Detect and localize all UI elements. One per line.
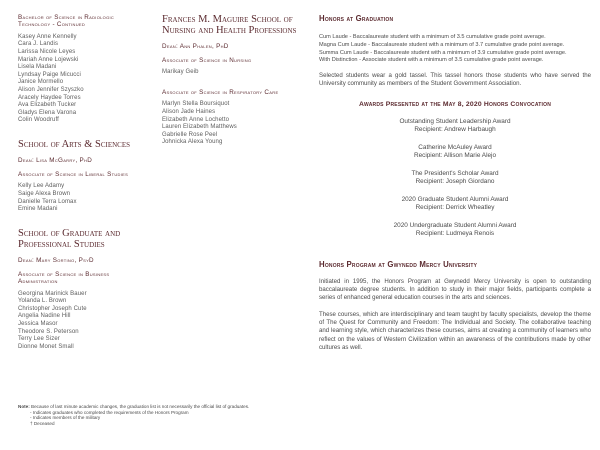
dean-arts-sciences: Dean: Lisa McGarry, PhD xyxy=(18,156,93,164)
laude-line: Cum Laude - Baccalaureate student with a minimum of 3.5 cumulative grade point average. xyxy=(319,34,546,40)
school-title-nursing: Frances M. Maguire School of Nursing and Health Professions xyxy=(162,14,297,36)
graduate-name: Dionne Monet Small xyxy=(18,343,74,350)
footnote-item: † Deceased xyxy=(30,420,55,426)
laude-line: Magna Cum Laude - Baccalaureate student with a minimum of 3.7 cumulative grade point average. xyxy=(319,41,565,48)
award-name: 2020 Undergraduate Student Alumni Award xyxy=(393,221,517,229)
laude-line: Summa Cum Laude - Baccalaureate student with a minimum of 3.9 cumulative grade point average. xyxy=(319,49,567,56)
graduate-name: Johnicka Alexa Young xyxy=(162,139,223,146)
graduate-name: Emine Madani xyxy=(18,206,58,213)
graduate-name: Danielle Terra Lomax xyxy=(18,198,77,205)
award-recipient: Recipient: Derrick Wheatley xyxy=(415,203,495,211)
graduate-name: Christopher Joseph Cute xyxy=(18,305,87,312)
graduate-name: Georgina Marinick Bauer xyxy=(18,290,87,297)
business-admin-name-list xyxy=(18,291,146,352)
graduate-name: Alison Jade Haines xyxy=(162,109,216,115)
graduate-name: Gabrielle Rose Peel xyxy=(162,131,218,138)
degree-heading-nursing: Associate of Science in Nursing xyxy=(162,57,252,64)
graduate-name: Cara J. Landis xyxy=(18,41,59,48)
gold-tassel-text: Selected students wear a gold tassel. This tassel honors those students who have served the University community as members of the Student Government Association. xyxy=(319,72,591,88)
right-column xyxy=(319,14,591,352)
graduate-name: Lyndsay Paige Micucci xyxy=(18,71,81,78)
radiologic-name-list xyxy=(18,34,146,125)
awards-heading: Awards Presented at the May 8, 2020 Honors Convocation xyxy=(358,100,552,108)
degree-heading-liberal-studies: Associate of Science in Liberal Studies xyxy=(18,170,129,178)
graduate-name: Aracely Haydee Torres xyxy=(18,94,81,101)
award-recipient: Recipient: Allison Marie Alejo xyxy=(413,151,497,159)
award-item xyxy=(319,170,591,186)
degree-heading-business-admin: Associate of Science in Business Administration xyxy=(18,270,110,286)
graduate-name: Larissa Nicole Leyes xyxy=(18,49,76,55)
degree-heading-respiratory: Associate of Science in Respiratory Care xyxy=(162,89,279,96)
respiratory-name-list xyxy=(162,101,300,147)
graduate-name: Ava Elizabeth Tucker xyxy=(18,102,77,109)
graduate-name: Lauren Elizabeth Matthews xyxy=(162,124,237,131)
award-name: The President's Scholar Award xyxy=(411,169,499,177)
graduate-name: Marlyn Stella Boursiquot xyxy=(162,101,230,108)
award-name: 2020 Graduate Student Alumni Award xyxy=(401,195,509,203)
school-title-arts-sciences: School of Arts & Sciences xyxy=(18,138,130,150)
nursing-name-list xyxy=(162,69,300,77)
award-item xyxy=(319,196,591,212)
award-item xyxy=(319,144,591,160)
award-name: Catherine McAuley Award xyxy=(418,143,492,151)
dean-nursing: Dean: Ann Phalen, PhD xyxy=(162,43,229,50)
graduate-name: Kelly Lee Adamy xyxy=(18,183,65,190)
graduate-name: Colin Woodruff xyxy=(18,117,59,124)
honors-program-paragraph-2: These courses, which are interdisciplinary and team taught by faculty specialists, develop the theme of The Quest for Community and Freedom: The Individual and Society. The collaborative teaching and learning style, which characterizes these courses, aims at creating a community of learners who reflect on the values of Western Civilization within an awareness of the contributions made by other cultures as well. xyxy=(319,310,591,351)
footnote-item: - Indicates members of the military xyxy=(30,415,101,421)
graduate-name: Saige Alexa Brown xyxy=(18,190,71,197)
graduate-name: Janice Mormello xyxy=(18,79,64,86)
degree-heading-radiologic: Bachelor of Science in Radiologic Technology - Continued xyxy=(18,14,115,29)
award-recipient: Recipient: Andrew Harbaugh xyxy=(414,125,496,133)
footnote-text: Because of last minute academic changes, the graduation list is not necessarily the official list of graduates. xyxy=(31,404,250,409)
middle-column xyxy=(162,14,300,147)
graduate-name: Angelia Nadine Hill xyxy=(18,313,71,320)
footnote xyxy=(18,404,318,426)
award-recipient: Recipient: Ludmeya Renois xyxy=(415,229,495,237)
laude-definitions xyxy=(319,34,591,65)
honors-program-heading: Honors Program at Gwynedd Mercy University xyxy=(319,259,478,269)
awards-list xyxy=(319,118,591,238)
graduate-name: Theodore S. Peterson xyxy=(18,328,79,335)
graduate-name: Lisela Madani xyxy=(18,64,57,71)
left-column xyxy=(18,14,146,351)
school-title-graduate-professional: School of Graduate and Professional Studies xyxy=(18,227,121,250)
graduate-name: Kasey Anne Kennelly xyxy=(18,33,77,40)
honors-at-graduation-heading: Honors at Graduation xyxy=(319,14,394,23)
graduate-name: Mariah Anne Lojewski xyxy=(18,56,79,63)
graduate-name: Elizabeth Anne Lochetto xyxy=(162,116,230,123)
award-name: Outstanding Student Leadership Award xyxy=(399,117,511,125)
graduate-name: Terry Lee Sizer xyxy=(18,336,60,343)
dean-graduate-professional: Dean: Mary Sortino, PsyD xyxy=(18,256,94,264)
graduate-name: Gladys Elena Varona xyxy=(18,109,77,116)
award-item xyxy=(319,118,591,134)
award-recipient: Recipient: Joseph Giordano xyxy=(415,177,495,185)
award-item xyxy=(319,222,591,238)
graduate-name: Marikay Geib xyxy=(162,69,199,76)
footnote-label: Note: xyxy=(18,404,30,409)
honors-program-paragraph-1: Initiated in 1995, the Honors Program at Gwynedd Mercy University is open to outstanding baccalaureate degree students. In addition to study in their major fields, participants complete a series of enhanced general education courses in the arts and sciences. xyxy=(319,277,591,302)
footnote-item: - Indicates graduates who completed the requirements of the Honors Program xyxy=(30,409,189,415)
liberal-studies-name-list xyxy=(18,183,146,213)
graduate-name: Jessica Masor xyxy=(18,320,58,327)
graduate-name: Yolanda L. Brown xyxy=(18,298,67,305)
graduate-name: Alison Jennifer Szyszko xyxy=(18,86,84,93)
laude-line: With Distinction - Associate student with a minimum of 3.5 cumulative grade point average. xyxy=(319,57,544,64)
